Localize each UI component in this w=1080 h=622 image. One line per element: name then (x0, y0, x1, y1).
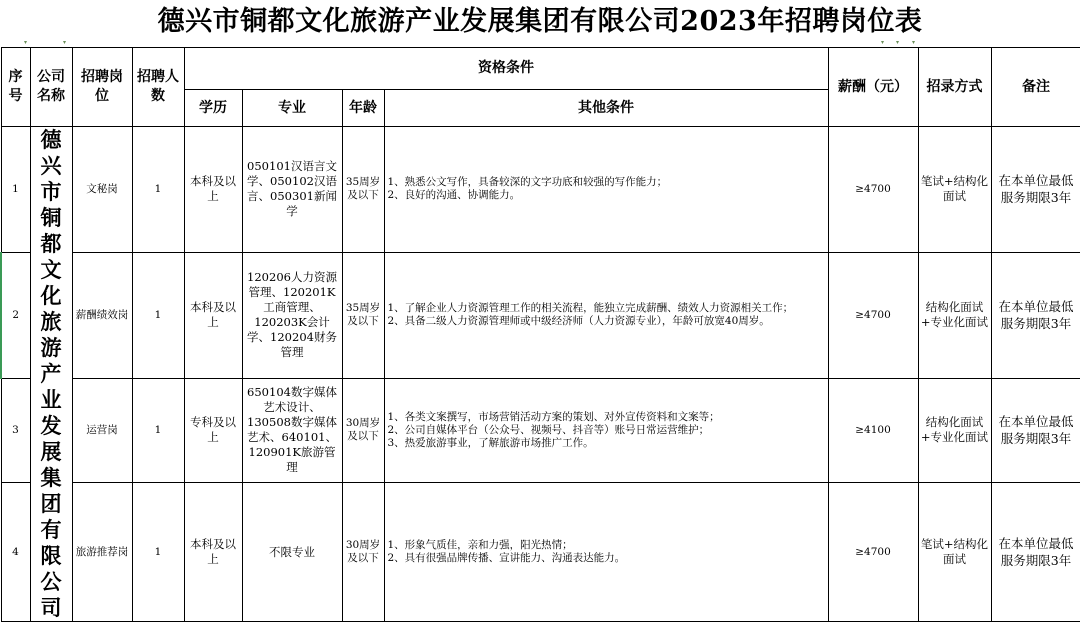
row-remarks: 在本单位最低服务期限3年 (991, 252, 1080, 378)
filter-dropdown-icon[interactable]: ▾ (24, 39, 28, 46)
header-salary: 薪酬（元） (828, 48, 918, 127)
filter-dropdown-icon[interactable]: ▾ (63, 39, 67, 46)
row-salary: ≥4100 (828, 378, 918, 482)
row-method: 结构化面试+专业化面试 (918, 378, 991, 482)
other-line: 1、形象气质佳，亲和力强，阳光热情； (387, 539, 573, 551)
row-salary: ≥4700 (828, 483, 918, 622)
table-row (1, 378, 1080, 482)
row-major: 120206人力资源管理、120201K工商管理、120203K会计学、120204财务管理 (242, 252, 342, 378)
row-education: 专科及以上 (184, 378, 242, 482)
other-line: 2、具有很强品牌传播、宣讲能力、沟通表达能力。 (387, 552, 626, 564)
row-major: 050101汉语言文学、050102汉语言、050301新闻学 (242, 127, 342, 253)
other-line: 1、熟悉公文写作，具备较深的文字功底和较强的写作能力； (387, 176, 668, 189)
other-line: 3、热爱旅游事业，了解旅游市场推广工作。 (387, 436, 594, 449)
row-salary: ≥4700 (828, 127, 918, 253)
company-name-char: 游 (40, 335, 62, 360)
other-line: 2、良好的沟通、协调能力。 (387, 189, 521, 202)
job-table (0, 47, 1080, 622)
row-count: 1 (132, 378, 184, 482)
row-other (384, 378, 828, 482)
company-name-char: 集 (40, 465, 62, 490)
header-count: 招聘人数 (132, 48, 184, 127)
company-name-char: 司 (40, 595, 62, 620)
header-seq: 序号 (1, 48, 30, 127)
company-name-char: 产 (40, 361, 62, 386)
company-name-char: 德 (40, 127, 62, 152)
header-education: 学历 (184, 90, 242, 127)
company-name-char: 公 (40, 569, 62, 594)
other-line: 1、各类文案撰写，市场营销活动方案的策划、对外宣传资料和文案等； (387, 410, 720, 423)
row-other (384, 127, 828, 253)
header-major: 专业 (242, 90, 342, 127)
row-major: 650104数字媒体艺术设计、130508数字媒体艺术、640101、120901K旅游管理 (242, 378, 342, 482)
company-name-char: 团 (40, 491, 62, 516)
filter-dropdown-icon[interactable]: ▾ (912, 39, 916, 46)
row-age: 35周岁及以下 (342, 252, 384, 378)
filter-dropdown-icon[interactable]: ▾ (896, 39, 900, 46)
row-position: 运营岗 (72, 378, 132, 482)
company-name-char: 展 (40, 439, 62, 464)
table-row (1, 127, 1080, 253)
company-name-char: 发 (40, 413, 62, 438)
header-row (1, 48, 1080, 90)
row-seq: 1 (1, 127, 30, 253)
other-line: 2、公司自媒体平台（公众号、视频号、抖音等）账号日常运营维护； (387, 423, 710, 436)
row-position: 薪酬绩效岗 (72, 252, 132, 378)
row-count: 1 (132, 127, 184, 253)
table-row (1, 483, 1080, 622)
header-position: 招聘岗位 (72, 48, 132, 127)
row-remarks: 在本单位最低服务期限3年 (991, 483, 1080, 622)
header-qualifications: 资格条件 (184, 48, 828, 90)
company-name (33, 127, 70, 621)
row-position: 旅游推荐岗 (72, 483, 132, 622)
company-name-cell (30, 127, 72, 622)
filter-dropdown-icon[interactable]: ▾ (881, 39, 885, 46)
row-remarks: 在本单位最低服务期限3年 (991, 378, 1080, 482)
row-method: 结构化面试+专业化面试 (918, 252, 991, 378)
row-other (384, 483, 828, 622)
table-row (1, 252, 1080, 378)
row-seq: 4 (1, 483, 30, 622)
row-seq: 3 (1, 378, 30, 482)
row-other (384, 252, 828, 378)
company-name-char: 业 (40, 387, 62, 412)
page-title: 德兴市铜都文化旅游产业发展集团有限公司2023年招聘岗位表 (157, 6, 923, 37)
row-position: 文秘岗 (72, 127, 132, 253)
row-education: 本科及以上 (184, 483, 242, 622)
company-name-char: 限 (40, 543, 62, 568)
header-age: 年龄 (342, 90, 384, 127)
row-method: 笔试+结构化面试 (918, 483, 991, 622)
header-method: 招录方式 (918, 48, 991, 127)
other-line: 1、了解企业人力资源管理工作的相关流程，能独立完成薪酬、绩效人力资源相关工作； (387, 302, 794, 315)
company-name-char: 有 (40, 517, 62, 542)
company-name-char: 铜 (40, 205, 62, 230)
company-name-char: 化 (40, 283, 62, 308)
row-salary: ≥4700 (828, 252, 918, 378)
row-age: 30周岁及以下 (342, 483, 384, 622)
row-education: 本科及以上 (184, 252, 242, 378)
row-education: 本科及以上 (184, 127, 242, 253)
row-seq: 2 (1, 252, 30, 378)
other-line: 2、具备二级人力资源管理师或中级经济师（人力资源专业），年龄可放宽40周岁。 (387, 315, 770, 328)
row-count: 1 (132, 483, 184, 622)
row-age: 30周岁及以下 (342, 378, 384, 482)
header-remarks: 备注 (991, 48, 1080, 127)
company-name-char: 旅 (40, 309, 62, 334)
header-company: 公司名称 (30, 48, 72, 127)
header-other: 其他条件 (384, 90, 828, 127)
row-major: 不限专业 (242, 483, 342, 622)
company-name-char: 文 (40, 257, 62, 282)
row-method: 笔试+结构化面试 (918, 127, 991, 253)
company-name-char: 市 (40, 179, 62, 204)
company-name-char: 都 (40, 231, 62, 256)
row-age: 35周岁及以下 (342, 127, 384, 253)
row-remarks: 在本单位最低服务期限3年 (991, 127, 1080, 253)
row-count: 1 (132, 252, 184, 378)
company-name-char: 兴 (40, 153, 62, 178)
